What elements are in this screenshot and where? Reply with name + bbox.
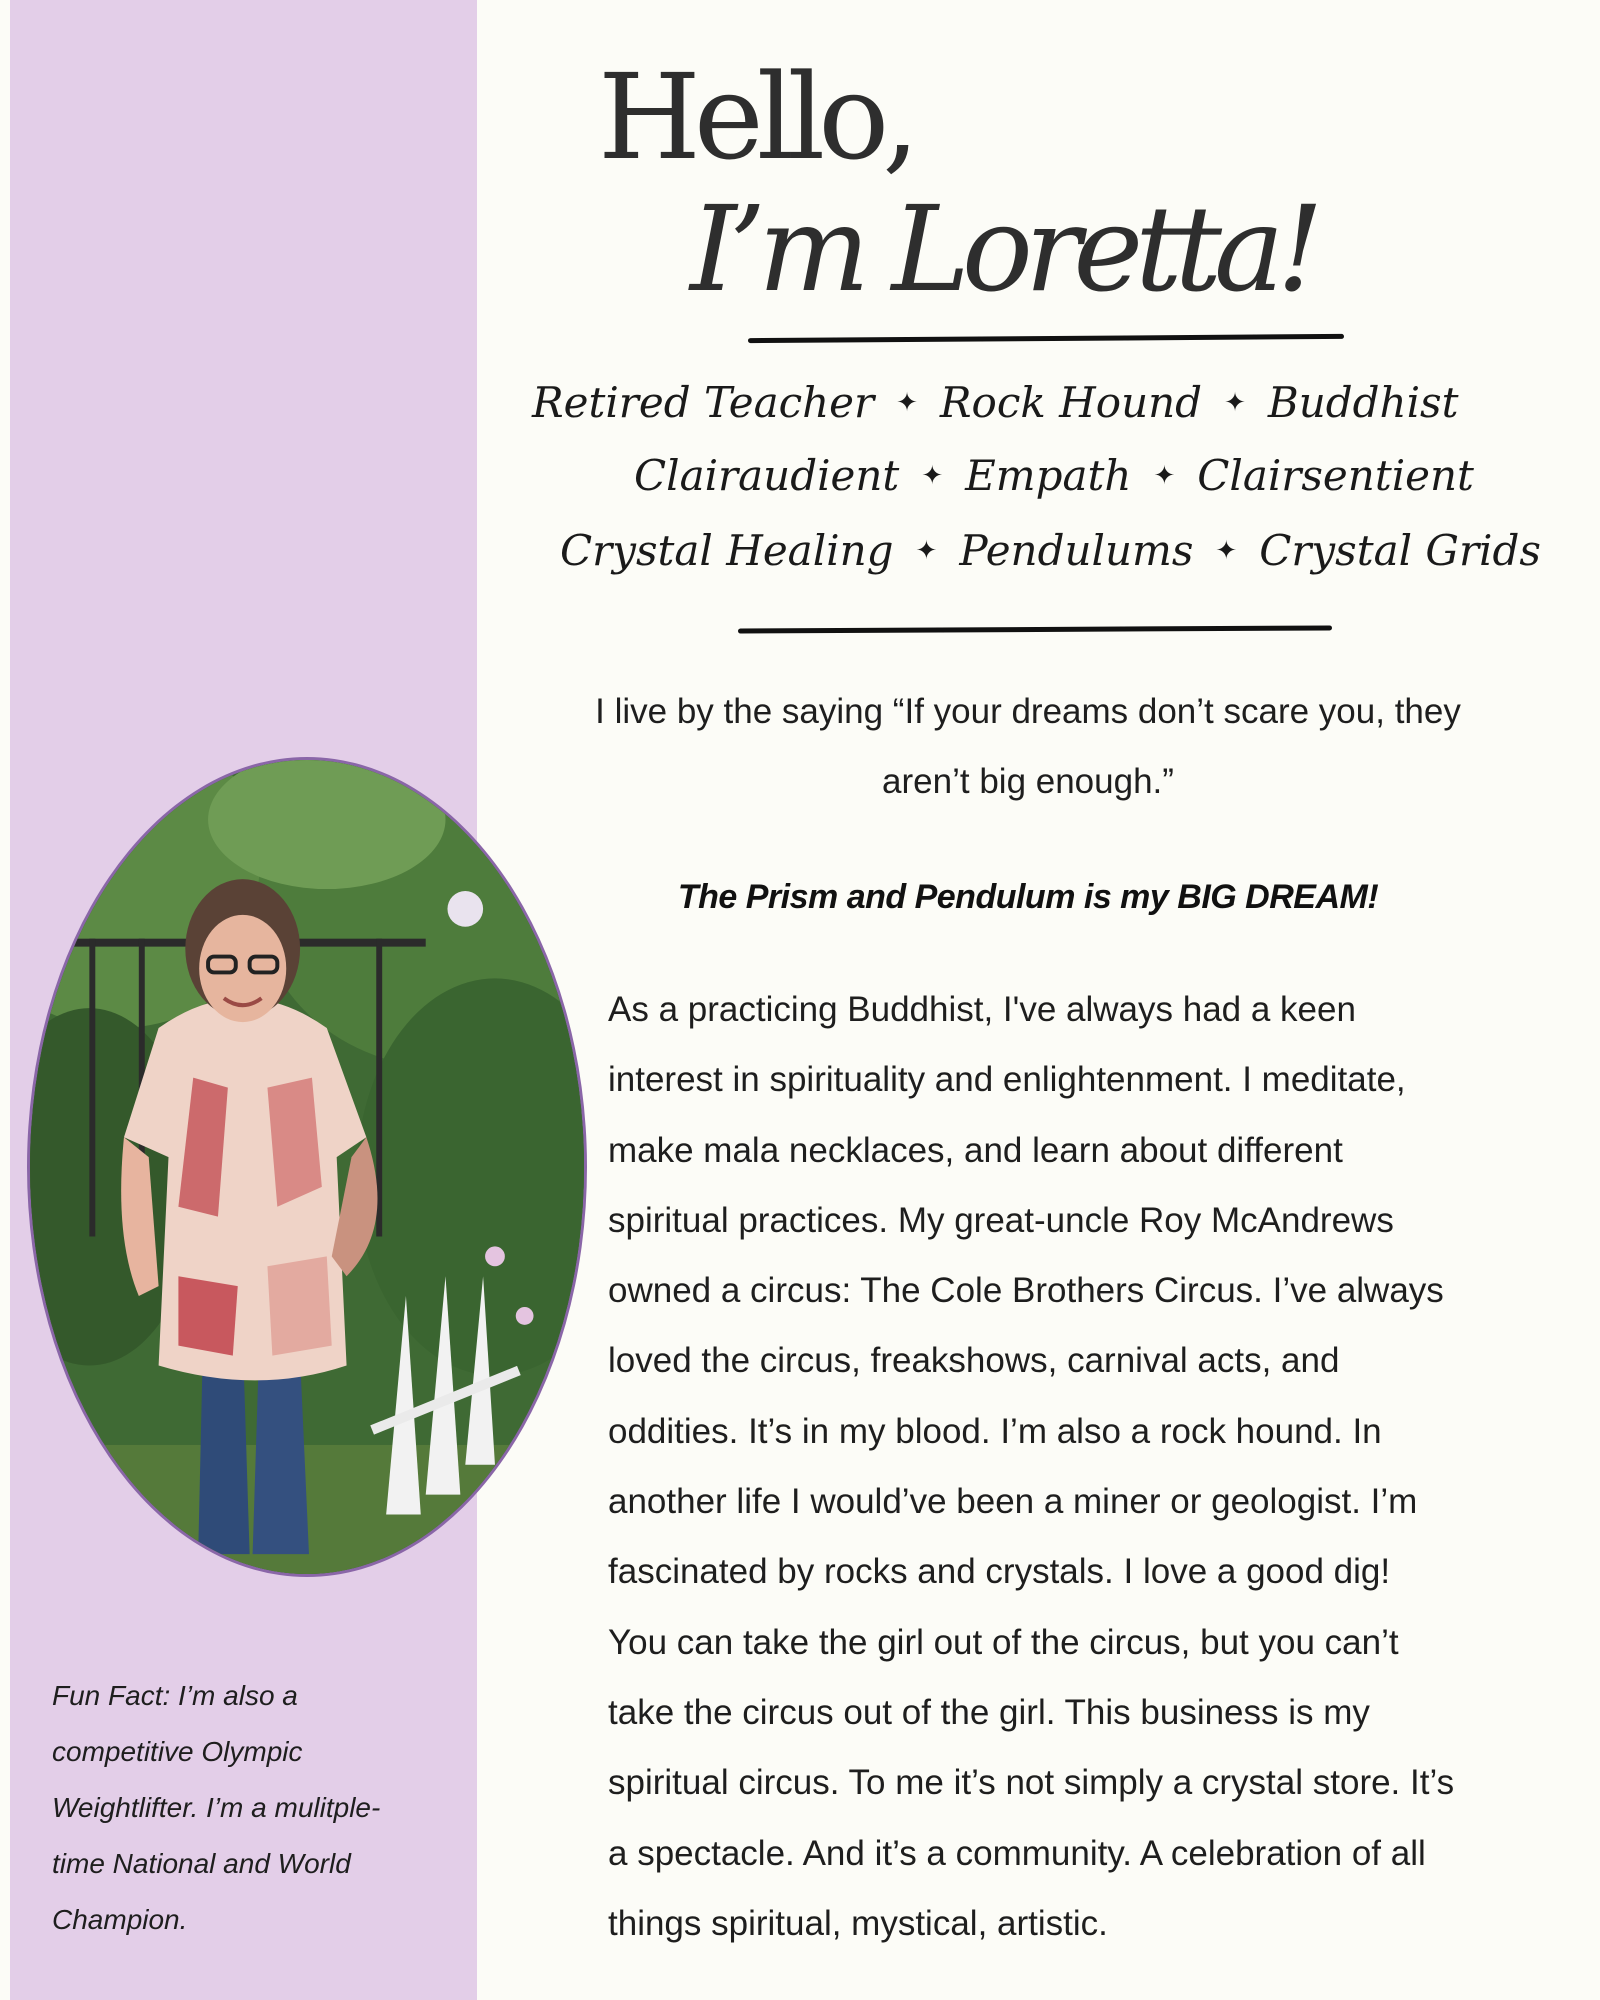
tag-line-3	[560, 526, 1541, 575]
fun-fact-text: Fun Fact: I’m also a competitive Olympic Weightlifter. I’m a mulitple- time National and World Champion.	[52, 1680, 381, 1935]
bottom-divider	[738, 625, 1332, 633]
tag-crystal-healing: Crystal Healing	[560, 526, 894, 575]
bio-line: take the circus out of the girl. This business is my	[608, 1692, 1370, 1732]
bio-line: a spectacle. And it’s a community. A celebration of all	[608, 1833, 1426, 1873]
sparkle-icon: ✦	[896, 388, 918, 418]
sparkle-icon: ✦	[1224, 388, 1246, 418]
bio-line: things spiritual, mystical, artistic.	[608, 1903, 1108, 1943]
hello-heading: Hello,	[598, 48, 913, 186]
tag-crystal-grids: Crystal Grids	[1259, 526, 1541, 575]
tag-clairsentient: Clairsentient	[1197, 451, 1474, 500]
bio-paragraph	[608, 975, 1538, 1959]
bio-line: interest in spirituality and enlightenment. I meditate,	[608, 1060, 1406, 1100]
tag-buddhist: Buddhist	[1267, 378, 1459, 427]
tag-line-1	[532, 378, 1459, 427]
portrait-photo	[27, 757, 587, 1577]
tag-line-2	[634, 451, 1474, 500]
name-heading: I’m Loretta!	[690, 180, 1316, 318]
tag-pendulums: Pendulums	[959, 526, 1194, 575]
top-divider	[748, 334, 1344, 343]
bio-line: another life I would’ve been a miner or geologist. I’m	[608, 1482, 1418, 1522]
big-dream-statement: The Prism and Pendulum is my BIG DREAM!	[677, 878, 1379, 916]
sparkle-icon: ✦	[1215, 536, 1238, 566]
tag-clairaudient: Clairaudient	[634, 451, 900, 500]
bio-line: As a practicing Buddhist, I've always had a keen	[608, 990, 1356, 1029]
bio-line: spiritual circus. To me it’s not simply a crystal store. It’s	[608, 1763, 1455, 1803]
tag-retired-teacher: Retired Teacher	[532, 378, 875, 427]
tag-rock-hound: Rock Hound	[939, 378, 1203, 427]
bio-line: spiritual practices. My great-uncle Roy McAndrews	[608, 1200, 1394, 1240]
bio-line: make mala necklaces, and learn about different	[608, 1130, 1343, 1170]
bio-line: fascinated by rocks and crystals. I love a good dig!	[608, 1552, 1391, 1592]
bio-line: oddities. It’s in my blood. I’m also a rock hound. In	[608, 1411, 1382, 1451]
bio-line: loved the circus, freakshows, carnival acts, and	[608, 1341, 1340, 1381]
bio-line: owned a circus: The Cole Brothers Circus. I’ve always	[608, 1271, 1444, 1311]
sparkle-icon: ✦	[1153, 461, 1176, 491]
life-motto-quote: I live by the saying “If your dreams don’t scare you, they aren’t big enough.”	[595, 692, 1461, 801]
sparkle-icon: ✦	[915, 536, 938, 566]
sparkle-icon: ✦	[921, 461, 944, 491]
tag-empath: Empath	[965, 451, 1132, 500]
bio-line: You can take the girl out of the circus, but you can’t	[608, 1622, 1399, 1662]
